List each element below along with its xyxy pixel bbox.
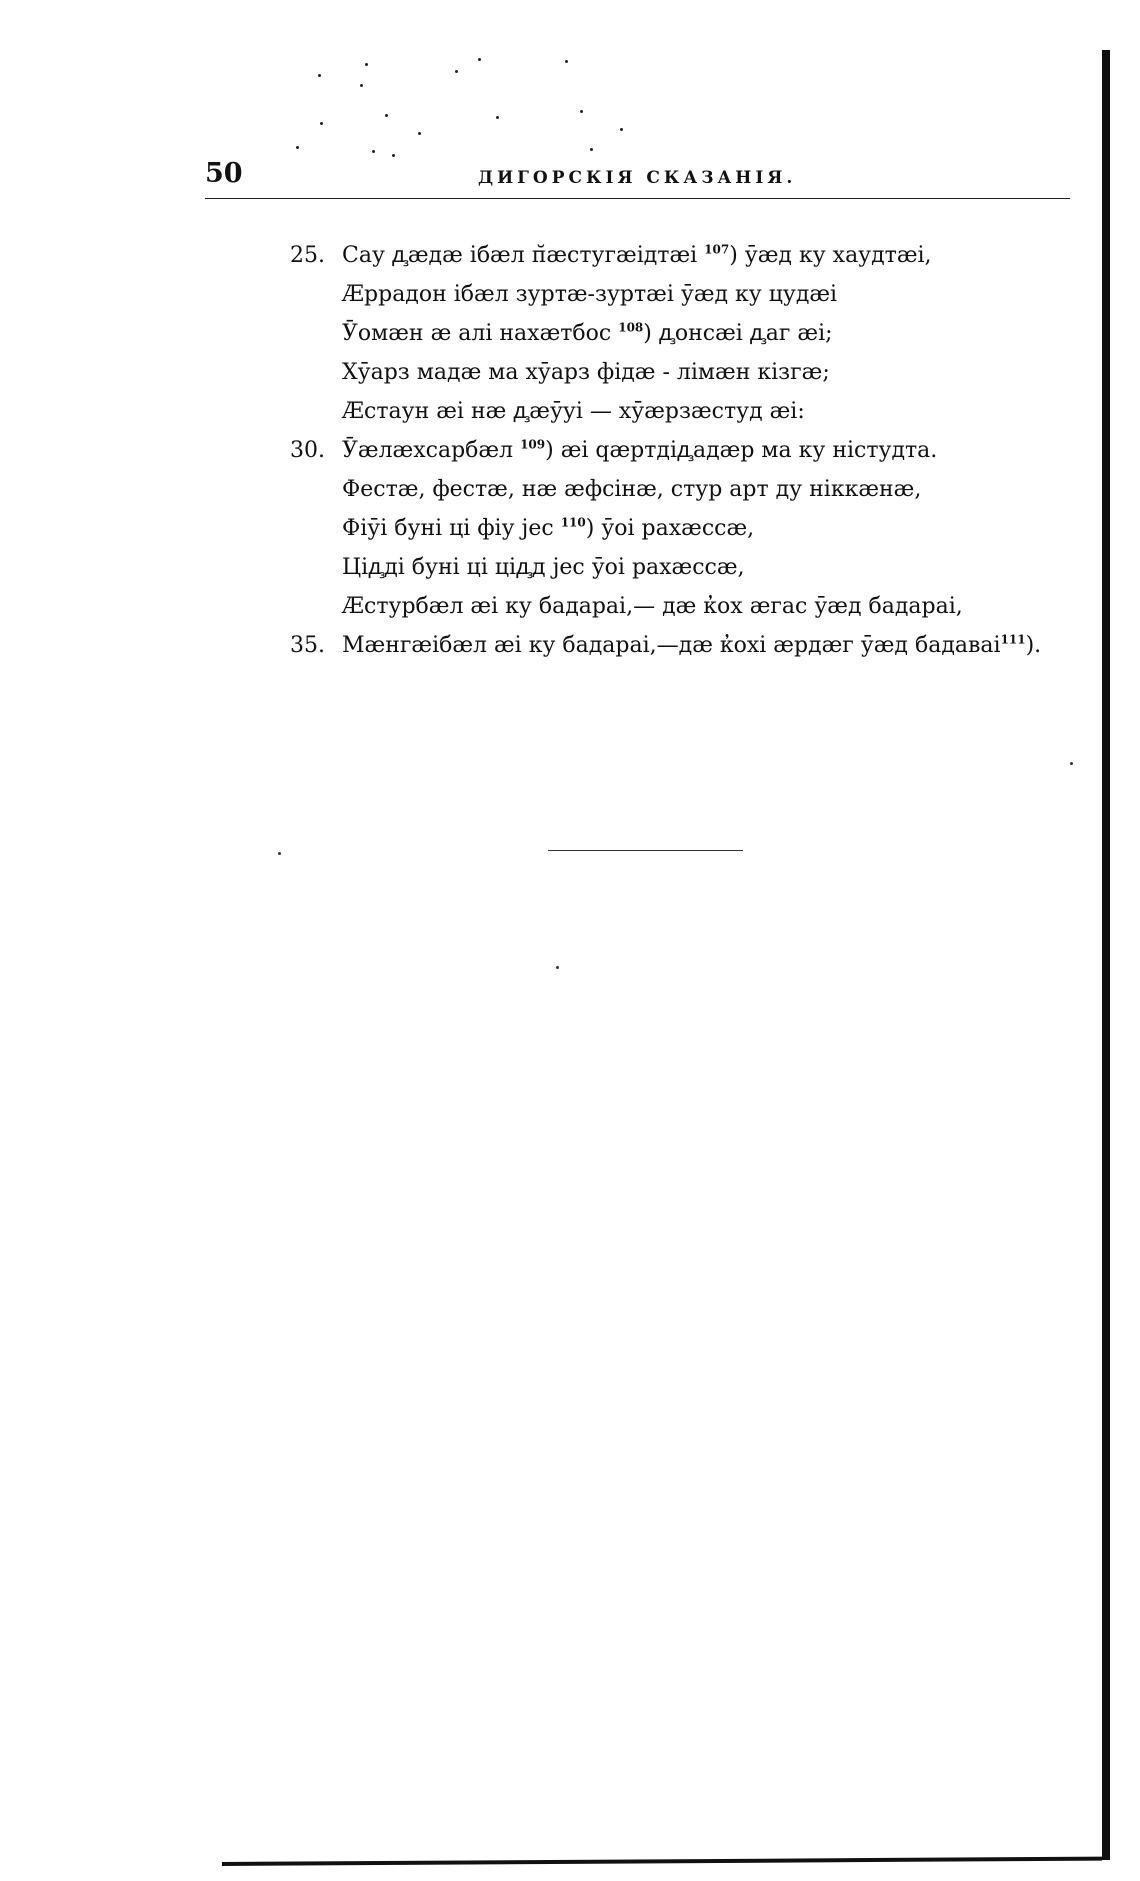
verse-line — [280, 470, 1080, 509]
line-text: Хӯарз мадæ ма хӯарз фідæ - лімæн кізгæ; — [342, 360, 830, 385]
line-text: Фіӯі буні ці фіу јес $^{110}$) ӯоі рахæссæ, — [342, 515, 755, 541]
verse-line — [280, 275, 1080, 314]
verse-line — [280, 353, 1080, 392]
verse-line — [280, 431, 1080, 470]
section-end-rule — [548, 850, 743, 851]
scan-speck — [372, 150, 375, 153]
line-text: Фестæ, фестæ, нæ æфсінæ, стур арт ду ніккæнæ, — [342, 477, 922, 502]
footnote-ref: 108 — [618, 320, 644, 335]
line-number: 35. — [290, 633, 325, 658]
scan-speck — [620, 128, 623, 131]
scan-speck — [590, 148, 593, 151]
verse-block — [280, 236, 1080, 665]
header-rule — [205, 198, 1070, 199]
line-text: Ӯомæн æ алі нахæтбос $^{108}$) ꚉонсæі ꚉаг æі; — [342, 320, 833, 346]
scan-speck — [320, 122, 323, 125]
scan-speck — [478, 58, 481, 61]
scan-speck — [496, 116, 499, 119]
scan-speck — [365, 63, 368, 66]
footnote-ref: 110 — [560, 515, 586, 530]
scan-speck — [580, 110, 583, 113]
scan-speck — [455, 70, 458, 73]
line-text: Ӯæлæхсарбæл $^{109}$) æі qæртдіꚉадæр ма ку ністудта. — [342, 437, 938, 463]
scan-speck — [296, 146, 299, 149]
line-text: Мæнгæібæл æі ку бадараі,—дæ к̓охі æрдæг ӯæд бадаваі$^{111}$). — [342, 632, 1042, 658]
verse-line — [280, 626, 1080, 665]
verse-line — [280, 392, 1080, 431]
line-text: Æстурбæл æі ку бадараі,— дæ к̓ох æгас ӯæд бадараі, — [342, 594, 963, 619]
verse-line — [280, 548, 1080, 587]
scan-speck — [278, 852, 281, 855]
verse-line — [280, 314, 1080, 353]
line-text: Æстаун æі нæ ꚉæӯуі — хӯæрзæстуд æі: — [342, 399, 805, 424]
scan-speck — [318, 74, 321, 77]
footnote-ref: 109 — [520, 437, 546, 452]
line-text: Сау ꚉæдæ ібæл п̆æстугæідтæі $^{107}$) ӯæд ку хаудтæі, — [342, 242, 932, 268]
scan-speck — [392, 154, 395, 157]
scan-speck — [556, 966, 559, 969]
scan-speck — [1070, 762, 1073, 765]
footnote-ref: 107 — [704, 242, 730, 257]
scan-speck — [418, 132, 421, 135]
running-head: ДИГОРСКІЯ СКАЗАНІЯ. — [478, 168, 797, 188]
footnote-ref: 111 — [1000, 632, 1026, 647]
scan-speck — [385, 114, 388, 117]
scan-edge-bottom — [222, 1857, 1102, 1866]
verse-line — [280, 236, 1080, 275]
page-number: 50 — [205, 158, 243, 189]
line-number: 30. — [290, 438, 325, 463]
line-text: Æррадон ібæл зуртæ-зуртæі ӯæд ку цудæі — [342, 282, 838, 307]
scan-edge-right — [1102, 50, 1110, 1860]
line-number: 25. — [290, 243, 325, 268]
scan-speck — [360, 84, 363, 87]
line-text: Ціꚉді буні ці ціꚉд јес ӯоі рахæссæ, — [342, 555, 745, 580]
verse-line — [280, 509, 1080, 548]
verse-line — [280, 587, 1080, 626]
scan-speck — [565, 60, 568, 63]
